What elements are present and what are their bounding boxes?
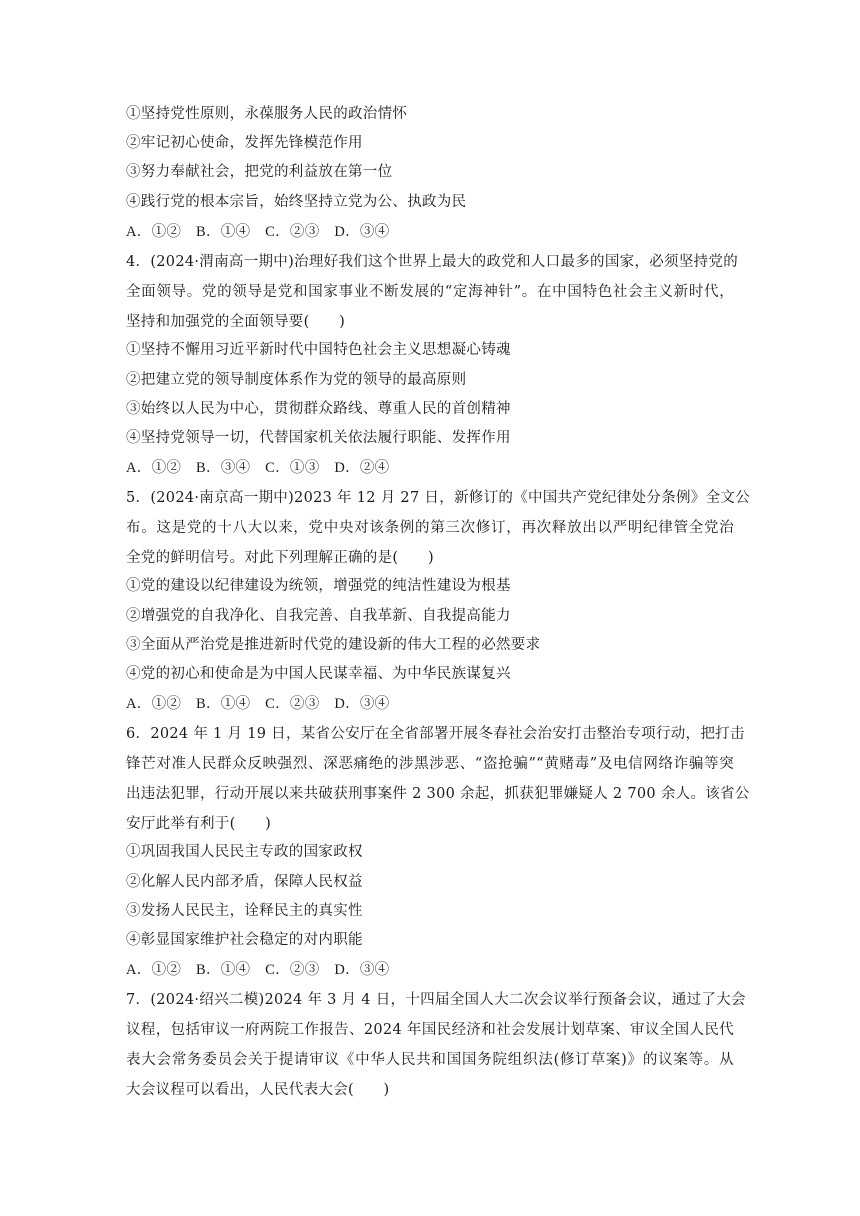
q4-option-2: ②把建立党的领导制度体系作为党的领导的最高原则	[126, 372, 467, 388]
q4-stem-line-3: 坚持和加强党的全面领导要( )	[126, 314, 346, 330]
q4-option-1: ①坚持不懈用习近平新时代中国特色社会主义思想凝心铸魂	[126, 342, 511, 358]
q7-stem-line-3: 表大会常务委员会关于提请审议《中华人民共和国国务院组织法(修订草案)》的议案等。从	[126, 1052, 734, 1068]
q6-option-4: ④彰显国家维护社会稳定的对内职能	[126, 932, 363, 948]
q5-stem-line-2: 布。这是党的十八大以来，党中央对该条例的第三次修订，再次释放出以严明纪律管全党治	[126, 520, 734, 536]
q6-option-1: ①巩固我国人民民主专政的国家政权	[126, 844, 363, 860]
q5-stem-line-3: 全党的鲜明信号。对此下列理解正确的是( )	[126, 550, 434, 566]
q4-choices: A．①② B．③④ C．①③ D．②④	[126, 460, 390, 476]
q3-option-4: ④践行党的根本宗旨，始终坚持立党为公、执政为民	[126, 194, 467, 210]
q4-option-3: ③始终以人民为中心，贯彻群众路线、尊重人民的首创精神	[126, 401, 511, 417]
q6-stem-line-4: 安厅此举有利于( )	[126, 816, 272, 832]
q3-choices: A．①② B．①④ C．②③ D．③④	[126, 224, 390, 240]
q7-stem-line-1: 7．(2024·绍兴二模)2024 年 3 月 4 日，十四届全国人大二次会议举行预备会议，通过了大会	[126, 992, 746, 1008]
q6-stem-line-3: 出违法犯罪，行动开展以来共破获刑事案件 2 300 余起，抓获犯罪嫌疑人 2 700 余人。该省公	[126, 786, 750, 802]
q4-stem-line-2: 全面领导。党的领导是党和国家事业不断发展的“定海神针”。在中国特色社会主义新时代，	[126, 284, 734, 300]
q5-stem-line-1: 5．(2024·南京高一期中)2023 年 12 月 27 日，新修订的《中国共产党纪律处分条例》全文公	[126, 490, 750, 506]
q5-option-4: ④党的初心和使命是为中国人民谋幸福、为中华民族谋复兴	[126, 666, 511, 682]
q7-stem-line-2: 议程，包括审议一府两院工作报告、2024 年国民经济和社会发展计划草案、审议全国人民代	[126, 1022, 734, 1038]
q6-stem-line-1: 6．2024 年 1 月 19 日，某省公安厅在全省部署开展冬春社会治安打击整治专项行动，把打击	[126, 726, 745, 742]
q5-option-2: ②增强党的自我净化、自我完善、自我革新、自我提高能力	[126, 608, 511, 624]
q3-option-3: ③努力奉献社会，把党的利益放在第一位	[126, 164, 393, 180]
q6-stem-line-2: 锋芒对准人民群众反映强烈、深恶痛绝的涉黑涉恶、“盗抢骗”“黄赌毒”及电信网络诈骗等突	[126, 756, 734, 772]
q5-option-3: ③全面从严治党是推进新时代党的建设新的伟大工程的必然要求	[126, 637, 541, 653]
q7-stem-line-4: 大会议程可以看出，人民代表大会( )	[126, 1082, 390, 1098]
q5-option-1: ①党的建设以纪律建设为统领，增强党的纯洁性建设为根基	[126, 578, 511, 594]
q3-option-2: ②牢记初心使命，发挥先锋模范作用	[126, 135, 363, 151]
q6-option-3: ③发扬人民民主，诠释民主的真实性	[126, 903, 363, 919]
q5-choices: A．①② B．①④ C．②③ D．③④	[126, 696, 390, 712]
q6-option-2: ②化解人民内部矛盾，保障人民权益	[126, 874, 363, 890]
q4-option-4: ④坚持党领导一切，代替国家机关依法履行职能、发挥作用	[126, 430, 511, 446]
q4-stem-line-1: 4．(2024·渭南高一期中)治理好我们这个世界上最大的政党和人口最多的国家，必须坚持党的	[126, 254, 739, 270]
q6-choices: A．①② B．①④ C．②③ D．③④	[126, 962, 390, 978]
q3-option-1: ①坚持党性原则，永葆服务人民的政治情怀	[126, 106, 408, 122]
